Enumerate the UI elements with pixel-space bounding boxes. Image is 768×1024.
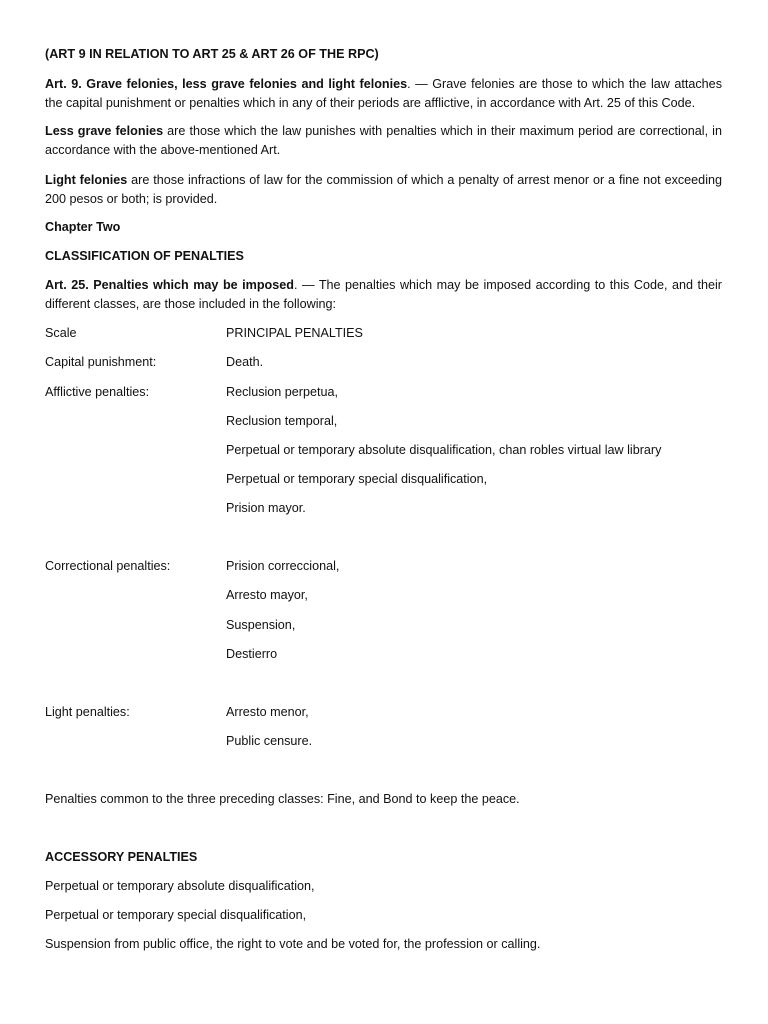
afflictive-row — [45, 441, 722, 460]
afflictive-item: Reclusion temporal, — [226, 414, 338, 428]
correctional-row — [45, 557, 722, 576]
afflictive-row — [45, 499, 722, 518]
light-item: Arresto menor, — [226, 705, 309, 719]
less-grave-paragraph — [45, 122, 722, 160]
light-felonies-body: are those infractions of law for the commission of which a penalty of arrest menor or a fine not exceeding 200 pesos or both; is provided. — [45, 173, 722, 206]
correctional-item: Destierro — [226, 647, 278, 661]
common-penalties-row — [45, 790, 722, 809]
scale-row — [45, 324, 722, 343]
accessory-heading-text: ACCESSORY PENALTIES — [45, 850, 198, 864]
scale-value: PRINCIPAL PENALTIES — [226, 326, 363, 340]
afflictive-row — [45, 412, 722, 431]
classification-heading-text: CLASSIFICATION OF PENALTIES — [45, 249, 244, 263]
art25-heading: Art. 25. Penalties which may be imposed — [45, 278, 294, 292]
light-row — [45, 732, 722, 751]
capital-value: Death. — [226, 355, 264, 369]
correctional-row — [45, 645, 722, 664]
correctional-row — [45, 586, 722, 605]
art9-paragraph — [45, 75, 722, 113]
afflictive-item: Perpetual or temporary absolute disqualification, chan robles virtual law library — [226, 443, 662, 457]
accessory-item — [45, 935, 722, 954]
accessory-item — [45, 877, 722, 896]
classification-heading — [45, 247, 722, 266]
afflictive-label: Afflictive penalties: — [45, 385, 150, 399]
art9-body: . — Grave felonies are those to which the law attaches the capital punishment or penalties which in any of their periods are afflictive, in accordance with Art. 25 of this Code. — [45, 77, 722, 110]
accessory-item — [45, 906, 722, 925]
common-penalties-text: Penalties common to the three preceding classes: Fine, and Bond to keep the peace. — [45, 792, 520, 806]
afflictive-item: Reclusion perpetua, — [226, 385, 339, 399]
less-grave-body: are those which the law punishes with penalties which in their maximum period are correctional, in accordance with the above-mentioned Art. — [45, 124, 722, 157]
light-felonies-term: Light felonies — [45, 173, 128, 187]
document-header-text: (ART 9 IN RELATION TO ART 25 & ART 26 OF THE RPC) — [45, 47, 379, 61]
capital-label: Capital punishment: — [45, 355, 157, 369]
less-grave-term: Less grave felonies — [45, 124, 164, 138]
light-label: Light penalties: — [45, 705, 130, 719]
accessory-item-text: Perpetual or temporary special disqualification, — [45, 908, 307, 922]
correctional-row — [45, 616, 722, 635]
light-item: Public censure. — [226, 734, 313, 748]
accessory-item-text: Suspension from public office, the right to vote and be voted for, the profession or calling. — [45, 937, 541, 951]
art25-paragraph — [45, 276, 722, 314]
accessory-heading — [45, 848, 722, 867]
afflictive-item: Perpetual or temporary special disqualification, — [226, 472, 488, 486]
document-header — [45, 45, 722, 64]
light-felonies-paragraph — [45, 171, 722, 209]
correctional-label: Correctional penalties: — [45, 559, 171, 573]
afflictive-row — [45, 383, 722, 402]
afflictive-item: Prision mayor. — [226, 501, 306, 515]
capital-row — [45, 353, 722, 372]
art9-heading: Art. 9. Grave felonies, less grave felonies and light felonies — [45, 77, 408, 91]
scale-label: Scale — [45, 326, 77, 340]
light-row — [45, 703, 722, 722]
art25-body: . — The penalties which may be imposed according to this Code, and their different classes, are those included in the following: — [45, 278, 722, 311]
correctional-item: Arresto mayor, — [226, 588, 308, 602]
chapter-title — [45, 218, 722, 237]
accessory-item-text: Perpetual or temporary absolute disqualification, — [45, 879, 315, 893]
correctional-item: Suspension, — [226, 618, 296, 632]
correctional-item: Prision correccional, — [226, 559, 340, 573]
afflictive-row — [45, 470, 722, 489]
chapter-title-text: Chapter Two — [45, 220, 121, 234]
